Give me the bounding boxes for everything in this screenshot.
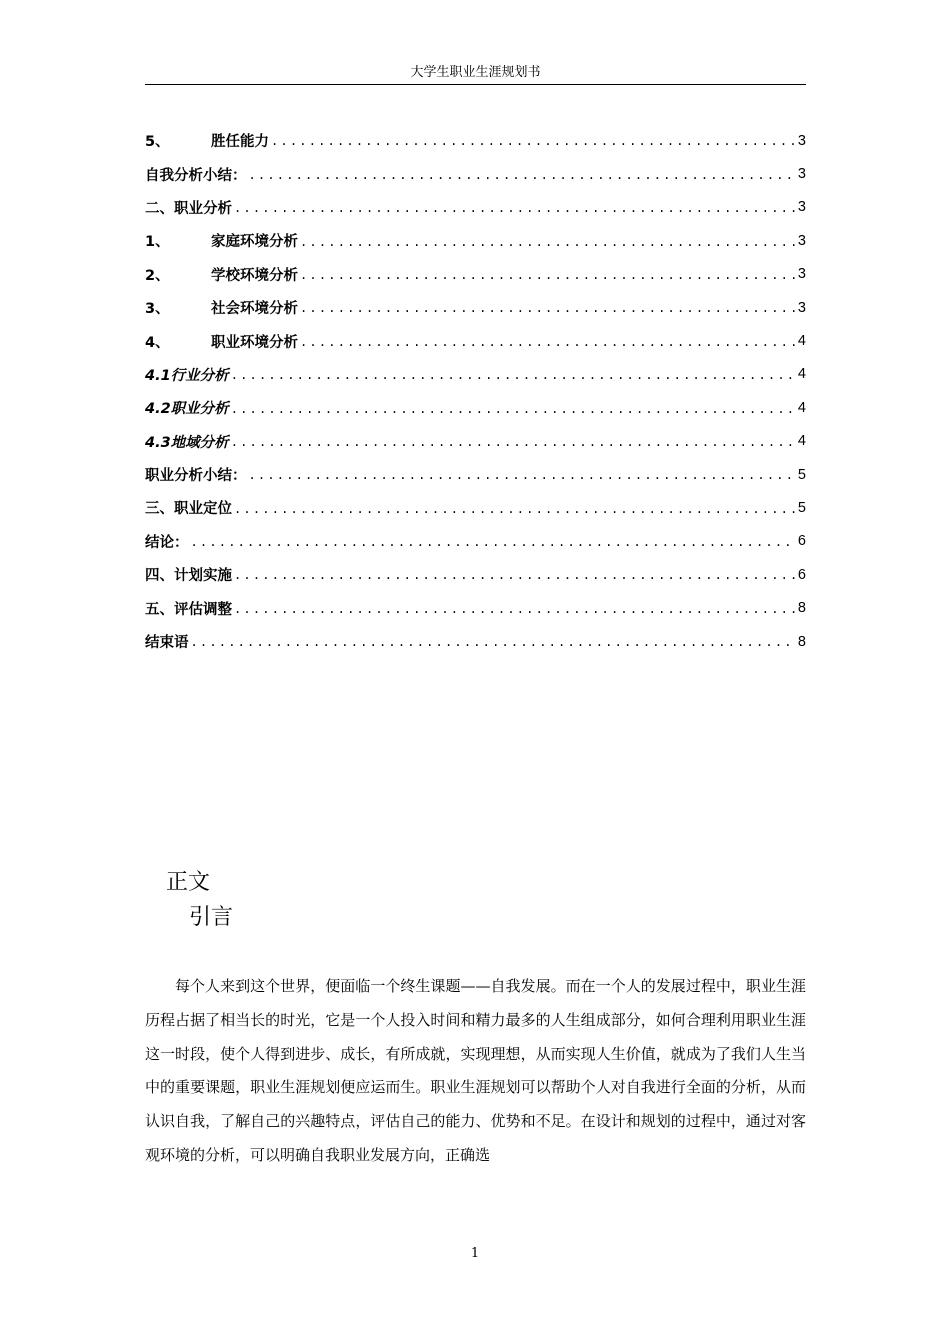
toc-entry-page: 8 [797, 633, 806, 650]
toc-entry-page: 3 [797, 232, 806, 249]
toc-dot-leader [234, 201, 796, 224]
toc-entry-title: 四、计划实施 [145, 568, 232, 585]
toc-entry-page: 3 [797, 132, 806, 149]
toc-entry-page: 3 [797, 266, 806, 283]
toc-dot-leader [191, 535, 796, 558]
toc-entry-title: 学校环境分析 [211, 267, 298, 284]
toc-entry-page: 5 [797, 499, 806, 516]
toc-entry-title: 职业分析小结： [145, 468, 247, 485]
toc-dot-leader [231, 402, 796, 425]
toc-entry-page: 6 [797, 533, 806, 550]
section-title: 正文 [166, 870, 211, 895]
toc-entry[interactable] [145, 291, 806, 324]
toc-dot-leader [231, 368, 796, 391]
toc-entry-title: 4.2职业分析 [145, 401, 229, 418]
page-number: 1 [470, 1246, 480, 1261]
toc-entry-page: 4 [797, 433, 806, 450]
toc-entry-title: 胜任能力 [211, 134, 269, 151]
toc-entry-page: 5 [797, 466, 806, 483]
toc-entry[interactable] [145, 224, 806, 257]
toc-dot-leader [300, 268, 796, 291]
intro-paragraph: 每个人来到这个世界，便面临一个终生课题——自我发展。而在一个人的发展过程中，职业生涯历程占据了相当长的时光，它是一个人投入时间和精力最多的人生组成部分，如何合理利用职业生涯这一时段，使个人得到进步、成长，有所成就，实现理想，从而实现人生价值，就成为了我们人生当中的重要课题，职业生涯规划便应运而生。职业生涯规划可以帮助个人对自我进行全面的分析，从而认识自我，了解自己的兴趣特点，评估自己的能力、优势和不足。在设计和规划的过程中，通过对客观环境的分析，可以明确自我职业发展方向，正确选 [145, 977, 806, 1164]
toc-entry[interactable] [145, 458, 806, 491]
page-header [145, 62, 806, 85]
toc-entry[interactable] [145, 124, 806, 157]
toc-entry[interactable] [145, 191, 806, 224]
toc-dot-leader [300, 235, 796, 258]
toc-entry[interactable] [145, 625, 806, 658]
toc-entry-title: 二、职业分析 [145, 200, 232, 217]
table-of-contents [145, 124, 806, 658]
toc-entry-title: 4.3地域分析 [145, 434, 229, 451]
toc-entry-title: 4.1行业分析 [145, 367, 229, 384]
toc-entry-page: 4 [797, 333, 806, 350]
toc-entry-title: 职业环境分析 [211, 334, 298, 351]
toc-dot-leader [191, 635, 796, 658]
toc-entry-page: 6 [797, 566, 806, 583]
toc-dot-leader [300, 335, 796, 358]
toc-dot-leader [249, 168, 796, 191]
toc-entry[interactable] [145, 358, 806, 391]
toc-entry-page: 3 [797, 166, 806, 183]
toc-entry-title: 三、职业定位 [145, 501, 232, 518]
toc-entry-page: 3 [797, 199, 806, 216]
toc-entry-page: 3 [797, 299, 806, 316]
toc-entry-page: 4 [797, 366, 806, 383]
toc-entry-number: 5、 [145, 134, 170, 151]
toc-dot-leader [300, 301, 796, 324]
toc-entry-page: 8 [797, 600, 806, 617]
toc-entry-title: 结束语 [145, 635, 189, 652]
toc-entry-page: 4 [797, 399, 806, 416]
toc-entry[interactable] [145, 157, 806, 190]
toc-dot-leader [234, 502, 796, 525]
toc-entry[interactable] [145, 491, 806, 524]
toc-entry-number: 4、 [145, 334, 170, 351]
toc-dot-leader [234, 602, 796, 625]
toc-entry-title: 社会环境分析 [211, 301, 298, 318]
toc-entry-number: 1、 [145, 234, 170, 251]
toc-dot-leader [271, 134, 796, 157]
toc-entry[interactable] [145, 525, 806, 558]
toc-entry-title: 五、评估调整 [145, 601, 232, 618]
toc-entry[interactable] [145, 391, 806, 424]
toc-entry[interactable] [145, 258, 806, 291]
toc-entry[interactable] [145, 324, 806, 357]
toc-entry[interactable] [145, 425, 806, 458]
toc-entry-number: 3、 [145, 301, 170, 318]
toc-entry-title: 结论： [145, 534, 189, 551]
subsection-title: 引言 [189, 905, 234, 930]
toc-entry[interactable] [145, 591, 806, 624]
toc-dot-leader [231, 435, 796, 458]
header-title: 大学生职业生涯规划书 [410, 65, 541, 80]
toc-entry-title: 自我分析小结： [145, 167, 247, 184]
toc-entry[interactable] [145, 558, 806, 591]
toc-dot-leader [234, 568, 796, 591]
toc-entry-number: 2、 [145, 267, 170, 284]
body-paragraph-block [145, 970, 806, 1173]
toc-dot-leader [249, 468, 796, 491]
toc-entry-title: 家庭环境分析 [211, 234, 298, 251]
